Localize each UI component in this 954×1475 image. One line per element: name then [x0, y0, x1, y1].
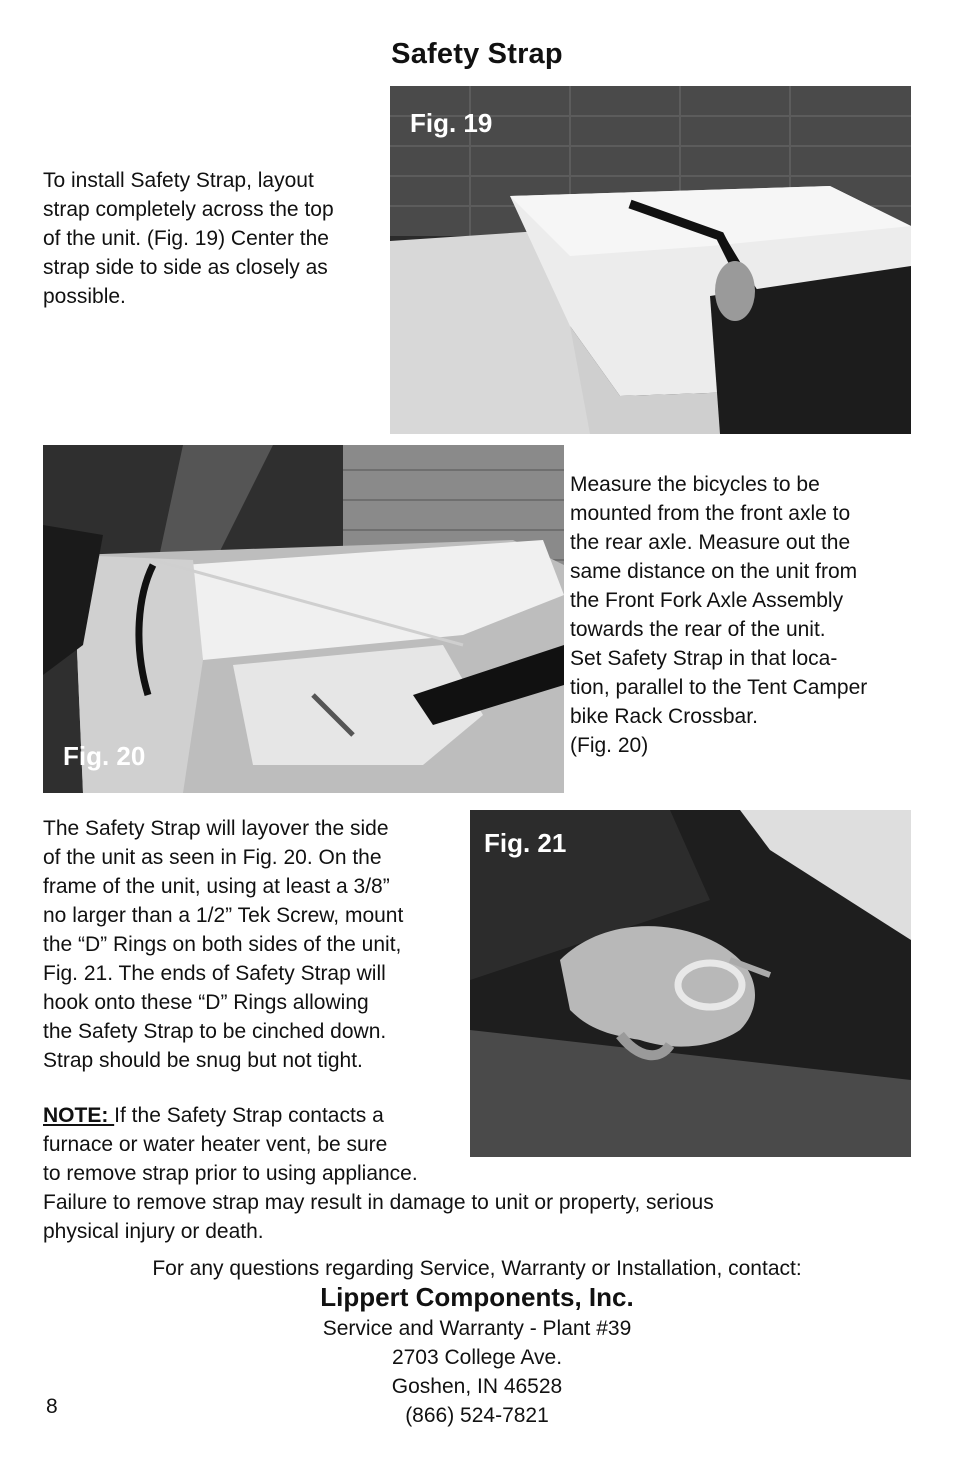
company-name: Lippert Components, Inc.: [320, 1282, 634, 1312]
figure-21-label: Fig. 21: [484, 828, 567, 858]
measure-instructions: Measure the bicycles to be mounted from the front axle to the rear axle. Measure out the same distance on the unit from the Front Fork Axle Assembly towards the rear of the unit. Set Safety Strap in that loca- tion, parallel to the Tent Camper bike Rack Crossbar. (Fig. 20): [570, 473, 868, 757]
figure-19-photo: [390, 86, 911, 434]
contact-phone: (866) 524-7821: [405, 1404, 549, 1427]
page-number: 8: [46, 1395, 58, 1418]
contact-city: Goshen, IN 46528: [391, 1375, 563, 1398]
install-instructions: To install Safety Strap, layout strap completely across the top of the unit. (Fig. 19) Center the strap side to side as closely as possible.: [43, 169, 334, 308]
note-block-a: [43, 1101, 483, 1188]
figure-21-photo: [470, 810, 911, 1157]
contact-intro: For any questions regarding Service, Warranty or Installation, contact:: [152, 1257, 802, 1280]
contact-plant: Service and Warranty - Plant #39: [322, 1317, 632, 1340]
note-text-b: Failure to remove strap may result in damage to unit or property, serious physical injury or death.: [43, 1191, 714, 1243]
d-ring-instructions: The Safety Strap will layover the side of the unit as seen in Fig. 20. On the frame of the unit, using at least a 3/8” no larger than a 1/2” Tek Screw, mount the “D” Rings on both sides of the unit, Fig. 21. The ends of Safety Strap will hook onto these “D” Rings allowing the Safety Strap to be cinched down. Strap should be snug but not tight.: [43, 817, 404, 1072]
figure-20-label: Fig. 20: [63, 741, 146, 771]
figure-19-label: Fig. 19: [410, 108, 493, 138]
contact-address: 2703 College Ave.: [391, 1346, 563, 1369]
figure-20-photo: [43, 445, 564, 793]
page-title: Safety Strap: [391, 38, 563, 70]
note-text-a: If the Safety Strap contacts a furnace or water heater vent, be sure to remove strap prior to using appliance.: [43, 1104, 418, 1185]
figure-21-illustration: [470, 810, 911, 1157]
note-label: NOTE:: [43, 1104, 115, 1127]
